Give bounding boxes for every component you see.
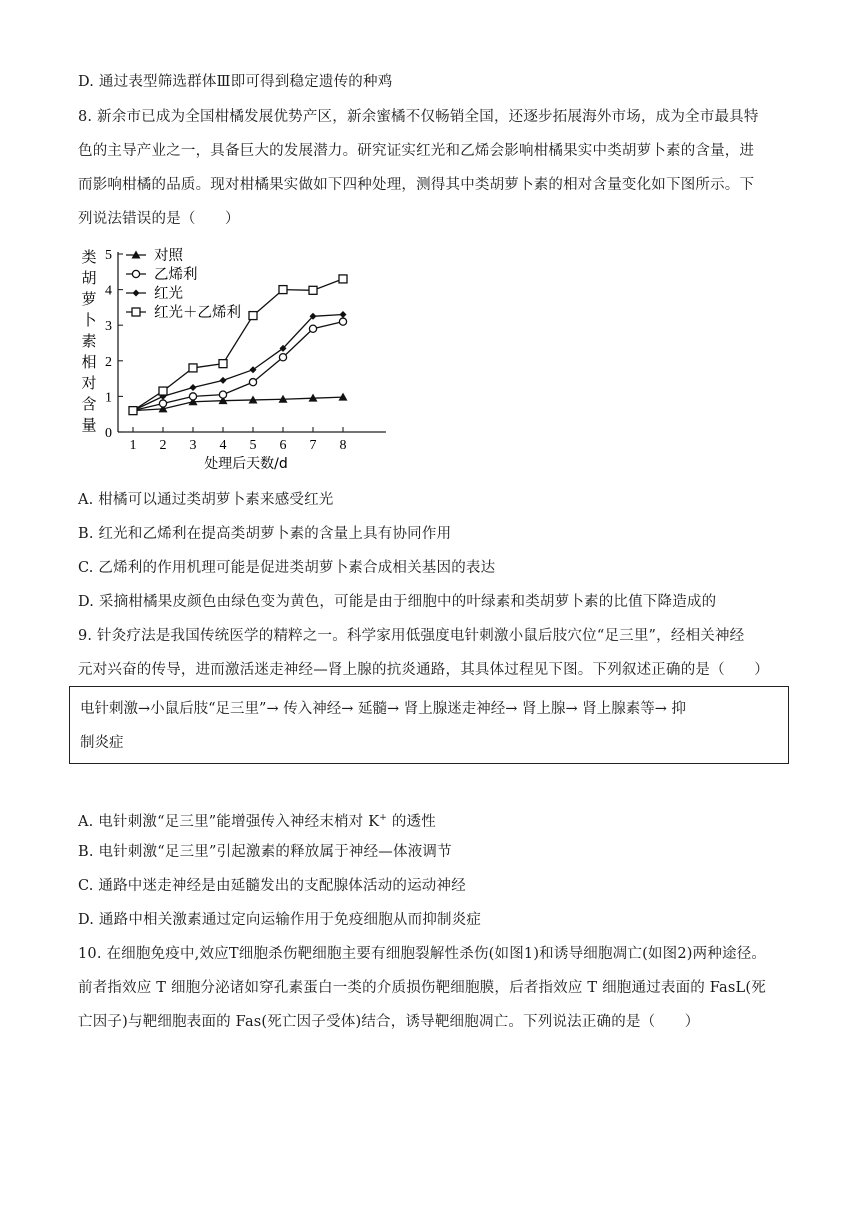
square-marker [249,312,257,320]
x-tick-label: 5 [249,438,257,453]
potassium-charge: + [379,813,388,823]
x-axis-label: 处理后天数/d [204,456,288,472]
chart-legend [126,247,241,321]
question-9-stem-line-2: 元对兴奋的传导，进而激活迷走神经—肾上腺的抗炎通路，其具体过程见下图。下列叙述正确的是（ ） [78,662,769,678]
question-8-option-d: D. 采摘柑橘果皮颜色由绿色变为黄色，可能是由于细胞中的叶绿素和类胡萝卜素的比值下降造成的 [78,594,717,610]
square-marker [132,308,140,316]
option-a-text-end: 的透性 [387,813,436,830]
y-tick-label: 1 [105,390,112,406]
question-8-stem-line-1: 8. 新余市已成为全国柑橘发展优势产区，新余蜜橘不仅畅销全国，还逐步拓展海外市场，成为全市最具特 [78,109,759,125]
question-8-stem-line-4: 列说法错误的是（ ） [78,211,240,227]
x-tick-label: 8 [339,438,347,453]
pathway-flow-box [69,686,789,764]
diamond-marker [340,311,347,318]
y-axis-label-char: 萝 [81,290,97,308]
legend-label: 红光＋乙烯利 [154,305,241,321]
y-axis-label-char: 含 [81,395,97,413]
y-axis-label-char: 类 [81,248,97,266]
y-tick-label: 2 [105,354,112,370]
question-10-stem-line-1: 10. 在细胞免疫中,效应T细胞杀伤靶细胞主要有细胞裂解性杀伤(如图1)和诱导细胞凋亡(如图2)两种途径。 [78,946,767,962]
circle-marker [159,400,166,407]
y-tick-label: 0 [105,426,112,441]
pathway-flow-line-1: 电针刺激→小鼠后肢“足三里”→ 传入神经→ 延髓→ 肾上腺迷走神经→ 肾上腺→ 肾上腺素等→ 抑 [80,701,687,717]
square-marker [129,407,137,415]
square-marker [309,286,317,294]
square-marker [339,275,347,283]
circle-marker [132,270,139,277]
square-marker [159,387,167,395]
y-axis-label-char: 量 [81,416,97,434]
y-tick-labels [105,248,112,441]
question-9-option-c: C. 通路中迷走神经是由延髓发出的支配腺体活动的运动神经 [78,878,466,894]
x-tick-label: 7 [309,438,317,453]
question-9-option-a [78,808,436,832]
x-tick-labels [130,438,347,453]
legend-label: 对照 [154,248,183,264]
circle-marker [279,354,286,361]
legend-label: 红光 [154,286,183,302]
circle-marker [219,391,226,398]
square-marker [189,364,197,372]
square-marker [219,360,227,368]
x-tick-label: 6 [279,438,287,453]
question-9-option-d: D. 通路中相关激素通过定向运输作用于免疫细胞从而抑制炎症 [78,912,482,928]
question-9-option-b: B. 电针刺激“足三里”引起激素的释放属于神经—体液调节 [78,844,452,860]
question-8-option-a: A. 柑橘可以通过类胡萝卜素来感受红光 [78,492,334,508]
question-7-option-d: D. 通过表型筛选群体Ⅲ即可得到稳定遗传的种鸡 [78,74,393,90]
x-tick-label: 1 [129,438,137,453]
y-axis-label [81,248,96,434]
y-axis-label-char: 相 [81,353,97,371]
question-8-stem-line-2: 色的主导产业之一，具备巨大的发展潜力。研究证实红光和乙烯会影响柑橘果实中类胡萝卜素的含量，进 [78,143,755,159]
circle-marker [339,318,346,325]
question-8-option-b: B. 红光和乙烯利在提高类胡萝卜素的含量上具有协同作用 [78,526,452,542]
question-8-option-c: C. 乙烯利的作用机理可能是促进类胡萝卜素合成相关基因的表达 [78,560,496,576]
x-tick-label: 3 [189,438,197,453]
y-axis-label-char: 胡 [81,269,97,287]
y-axis-label-char: 卜 [81,311,97,329]
y-tick-label: 4 [105,283,112,299]
circle-marker [249,379,256,386]
carotenoid-line-chart [76,240,396,480]
pathway-flow-line-2: 制炎症 [80,735,124,751]
y-tick-label: 5 [105,248,112,263]
question-8-stem-line-3: 而影响柑橘的品质。现对柑橘果实做如下四种处理，测得其中类胡萝卜素的相对含量变化如下图所示。下 [78,177,755,193]
option-a-text: A. 电针刺激“足三里”能增强传入神经末梢对 K [78,813,380,830]
y-tick-label: 3 [105,319,112,335]
question-10-stem-line-3: 亡因子)与靶细胞表面的 Fas(死亡因子受体)结合，诱导靶细胞凋亡。下列说法正确的是（ ） [78,1014,700,1030]
diamond-marker [220,377,227,384]
question-10-stem-line-2: 前者指效应 T 细胞分泌诸如穿孔素蛋白一类的介质损伤靶细胞膜，后者指效应 T 细胞通过表面的 FasL(死 [78,980,766,996]
x-tick-label: 4 [219,438,227,453]
x-tick-label: 2 [159,438,167,453]
y-axis-label-char: 对 [81,374,97,392]
legend-label: 乙烯利 [154,267,198,283]
y-axis-label-char: 素 [81,332,97,350]
question-9-stem-line-1: 9. 针灸疗法是我国传统医学的精粹之一。科学家用低强度电针刺激小鼠后肢穴位“足三里”，经相关神经 [78,628,745,644]
diamond-marker [190,384,197,391]
circle-marker [189,393,196,400]
diamond-marker [133,290,140,297]
circle-marker [309,325,316,332]
square-marker [279,286,287,294]
